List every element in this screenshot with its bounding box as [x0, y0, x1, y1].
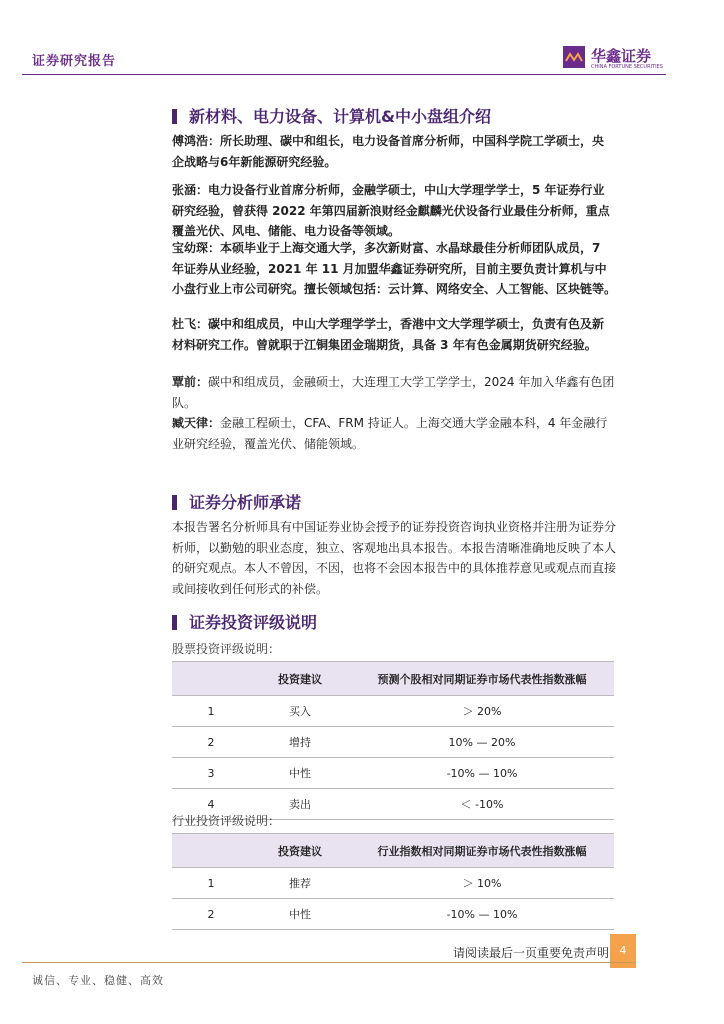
- header-cell: 行业指数相对同期证券市场代表性指数涨幅: [350, 834, 614, 868]
- table-row: [172, 696, 614, 727]
- bio-name: 覃前：: [172, 375, 209, 389]
- table-cell: -10% — 10%: [350, 899, 614, 930]
- section-marker: [172, 495, 177, 510]
- bio-name: 杜飞：: [172, 317, 209, 331]
- header-cell: 投资建议: [250, 834, 350, 868]
- team-section-title: 新材料、电力设备、计算机&中小盘组介绍: [172, 104, 491, 127]
- section-marker: [172, 109, 177, 124]
- table-cell: ＞ 10%: [350, 868, 614, 899]
- section-marker: [172, 615, 177, 630]
- bio-3: [172, 314, 616, 355]
- table-row: [172, 868, 614, 899]
- bio-text: 所长助理、碳中和组长，电力设备首席分析师，中国科学院工学硕士，央企战略与6年新能源研究经验。: [172, 134, 605, 169]
- header-cell: 投资建议: [250, 662, 350, 696]
- table-cell: 3: [172, 758, 250, 789]
- bio-1: [172, 180, 616, 242]
- table-cell: 1: [172, 868, 250, 899]
- table-cell: 中性: [250, 899, 350, 930]
- bio-name: 臧天律：: [172, 416, 221, 430]
- stock-rating-caption: 股票投资评级说明：: [172, 642, 281, 656]
- company-logo: [563, 46, 668, 72]
- table-cell: 买入: [250, 696, 350, 727]
- bio-5: [172, 413, 616, 454]
- disclaimer-notice: 请阅读最后一页重要免责声明: [453, 946, 610, 960]
- table-cell: ＞ 20%: [350, 696, 614, 727]
- page-number: 4: [610, 934, 636, 968]
- logo-text: 华鑫证券: [591, 47, 652, 65]
- header-cell: [172, 834, 250, 868]
- table-row: [172, 727, 614, 758]
- bio-text: 碳中和组成员，中山大学理学学士，香港中文大学理学硕士，负责有色及新材料研究工作。曾就职于江铜集团金瑞期货，具备 3 年有色金属期货研究经验。: [172, 317, 605, 352]
- bio-text: 电力设备行业首席分析师，金融学硕士，中山大学理学学士，5 年证券行业研究经验，曾获得 2022 年第四届新浪财经金麒麟光伏设备行业最佳分析师，重点覆盖光伏、风电、储能、电力设备等领域。: [172, 183, 610, 238]
- bio-text: 金融工程硕士，CFA、FRM 持证人。上海交通大学金融本科，4 年金融行业研究经验，覆盖光伏、储能领域。: [172, 416, 608, 451]
- footer-slogan: 诚信、专业、稳健、高效: [32, 974, 164, 987]
- pledge-text: 本报告署名分析师具有中国证券业协会授予的证券投资咨询执业资格并注册为证券分析师，以勤勉的职业态度，独立、客观地出具本报告。本报告清晰准确地反映了本人的研究观点。本人不曾因，不因，也将不会因本报告中的具体推荐意见或观点而直接或间接收到任何形式的补偿。: [172, 520, 617, 596]
- table-cell: 增持: [250, 727, 350, 758]
- table-cell: 4: [172, 789, 250, 820]
- table-cell: 1: [172, 696, 250, 727]
- logo-subtext: CHINA FORTUNE SECURITIES: [591, 64, 663, 70]
- bio-text: 本硕毕业于上海交通大学，多次新财富、水晶球最佳分析师团队成员，7 年证券从业经验，2021 年 11 月加盟华鑫证券研究所，目前主要负责计算机与中小盘行业上市公司研究。擅长领域包括：云计算、网络安全、人工智能、区块链等。: [172, 241, 617, 296]
- logo-mark-icon: [563, 46, 585, 68]
- bio-name: 张涵：: [172, 183, 209, 197]
- rating-section-title: 证券投资评级说明: [172, 610, 317, 633]
- bio-name: 傅鸿浩：: [172, 134, 221, 148]
- pledge-section-title: 证券分析师承诺: [172, 490, 301, 513]
- bio-4: [172, 372, 616, 413]
- header-cell: 预测个股相对同期证券市场代表性指数涨幅: [350, 662, 614, 696]
- table-cell: -10% — 10%: [350, 758, 614, 789]
- table-cell: 2: [172, 727, 250, 758]
- table-cell: 10% — 20%: [350, 727, 614, 758]
- table-header-row: [172, 834, 614, 868]
- table-row: [172, 758, 614, 789]
- table-row: [172, 899, 614, 930]
- report-type-label: 证券研究报告: [32, 54, 117, 69]
- industry-rating-table: [172, 833, 614, 930]
- bio-text: 碳中和组成员，金融硕士，大连理工大学工学学士，2024 年加入华鑫有色团队。: [172, 375, 615, 410]
- industry-rating-caption: 行业投资评级说明：: [172, 814, 281, 828]
- footer-divider: [22, 962, 636, 963]
- table-cell: 卖出: [250, 789, 350, 820]
- table-header-row: [172, 662, 614, 696]
- bio-2: [172, 238, 616, 300]
- stock-rating-table: [172, 661, 614, 820]
- header-divider: [22, 74, 666, 75]
- table-cell: 推荐: [250, 868, 350, 899]
- bio-name: 宝幼琛：: [172, 241, 221, 255]
- header-cell: [172, 662, 250, 696]
- table-cell: 2: [172, 899, 250, 930]
- table-cell: 中性: [250, 758, 350, 789]
- table-cell: ＜ -10%: [350, 789, 614, 820]
- bio-0: [172, 131, 616, 172]
